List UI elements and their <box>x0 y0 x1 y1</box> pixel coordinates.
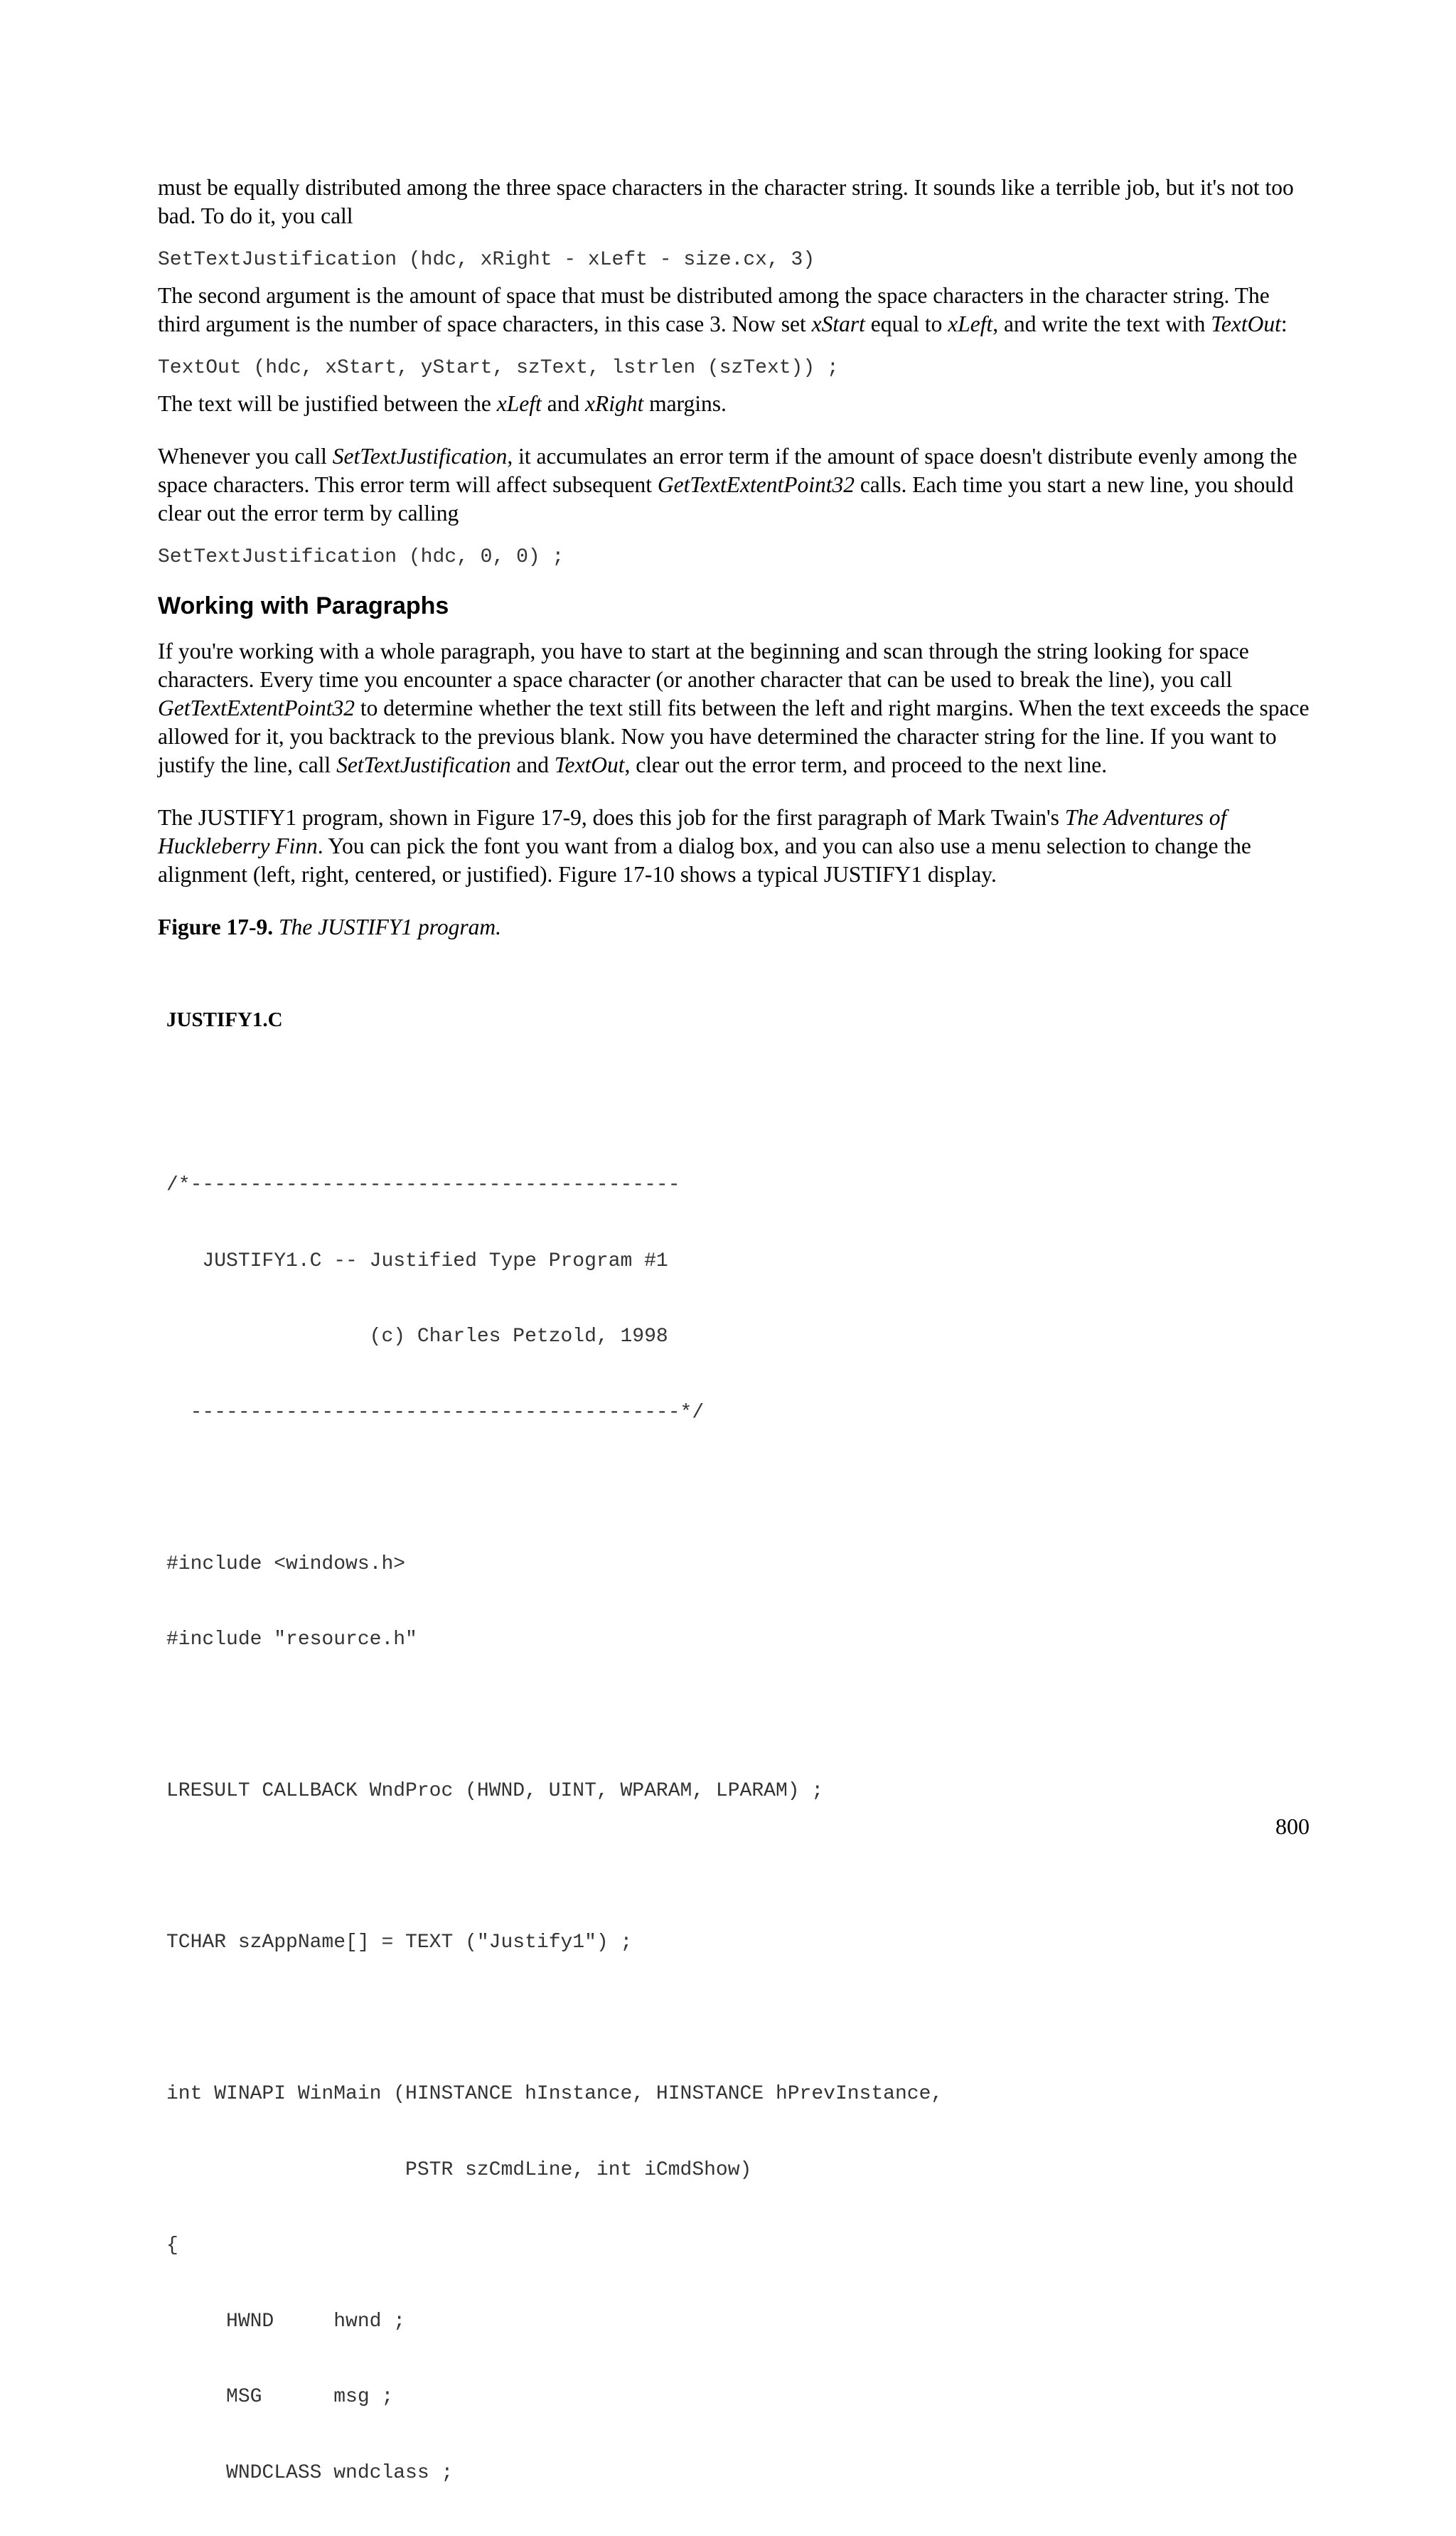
page-number: 800 <box>1275 1813 1310 1839</box>
code-listing-line: LRESULT CALLBACK WndProc (HWND, UINT, WPARAM, LPARAM) ; <box>166 1780 824 1802</box>
figure-caption-text: The JUSTIFY1 program. <box>273 915 502 939</box>
code-listing-line <box>166 1476 1310 1501</box>
paragraph-justified-margins: The text will be justified between the xLeft and xRight margins. <box>158 391 727 416</box>
code-listing-line: int WINAPI WinMain (HINSTANCE hInstance, HINSTANCE hPrevInstance, <box>166 2083 943 2105</box>
code-listing-line: TCHAR szAppName[] = TEXT ("Justify1") ; <box>166 1932 633 1954</box>
code-listing-line: JUSTIFY1.C -- Justified Type Program #1 <box>166 1250 668 1272</box>
paragraph-whole-paragraph: If you're working with a whole paragraph, you have to start at the beginning and scan through the string looking for space characters. Every time you encounter a space character (or another character that can be used to break the line), you call GetTextExtentPoint32 to determine whether the text still fits between the left and right margins. When the text exceeds the space allowed for it, you backtrack to the previous blank. Now you have determined the character string for the line. If you want to justify the line, call SetTextJustification and TextOut, clear out the error term, and proceed to the next line. <box>158 639 1310 777</box>
code-line-clear-error: SetTextJustification (hdc, 0, 0) ; <box>158 546 564 568</box>
code-listing-line: MSG msg ; <box>166 2386 394 2408</box>
code-listing-line <box>166 2006 1310 2032</box>
code-listing-line: WNDCLASS wndclass ; <box>166 2461 454 2484</box>
code-listing <box>158 1122 1310 2536</box>
code-listing-line <box>166 1855 1310 1880</box>
paragraph-error-term: Whenever you call SetTextJustification, it accumulates an error term if the amount of space doesn't distribute evenly among the space characters. This error term will affect subsequent GetTextExtentPoint32 calls. Each time you start a new line, you should clear out the error term by calling <box>158 444 1297 526</box>
code-listing-line <box>166 1703 1310 1729</box>
listing-title: JUSTIFY1.C <box>166 1008 283 1031</box>
code-listing-line: #include <windows.h> <box>166 1552 406 1575</box>
paragraph-justify1-program: The JUSTIFY1 program, shown in Figure 17-9, does this job for the first paragraph of Mark Twain's The Adventures of Huckleberry Finn. You can pick the font you want from a dialog box, and you can also use a menu selection to change the alignment (left, right, centered, or justified). Figure 17-10 shows a typical JUSTIFY1 display. <box>158 805 1251 887</box>
section-heading: Working with Paragraphs <box>158 592 449 619</box>
paragraph-intro: must be equally distributed among the three space characters in the character string. It sounds like a terrible job, but it's not too bad. To do it, you call <box>158 175 1294 228</box>
code-listing-line: -----------------------------------------*/ <box>166 1401 705 1424</box>
paragraph-second-argument: The second argument is the amount of space that must be distributed among the space characters in the character string. The third argument is the number of space characters, in this case 3. Now set xStart equal to xLeft, and write the text with TextOut: <box>158 283 1288 336</box>
page-content <box>158 174 1310 2536</box>
code-listing-line: /*----------------------------------------- <box>166 1174 680 1196</box>
code-line-textout: TextOut (hdc, xStart, yStart, szText, lstrlen (szText)) ; <box>158 357 839 379</box>
code-listing-line: HWND hwnd ; <box>166 2310 406 2333</box>
code-listing-line: { <box>166 2234 178 2257</box>
figure-label: Figure 17-9. <box>158 915 274 939</box>
figure-caption <box>158 913 1310 942</box>
code-listing-line: PSTR szCmdLine, int iCmdShow) <box>166 2158 752 2181</box>
code-listing-line: #include "resource.h" <box>166 1629 417 1651</box>
code-listing-line: (c) Charles Petzold, 1998 <box>166 1326 668 1348</box>
code-line-settextjustification: SetTextJustification (hdc, xRight - xLeft - size.cx, 3) <box>158 249 815 271</box>
